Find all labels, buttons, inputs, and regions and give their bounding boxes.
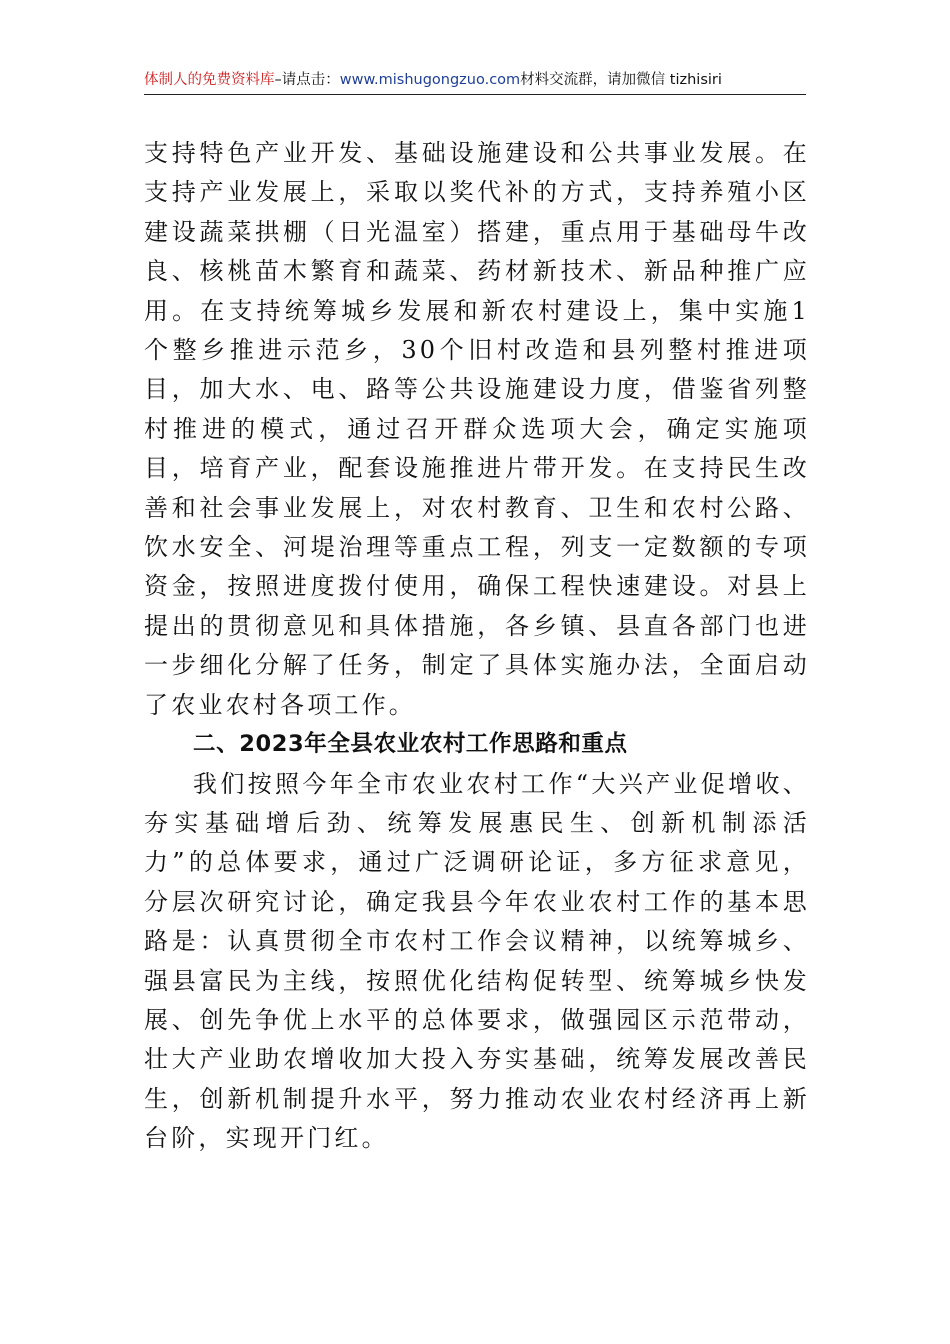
section-heading: 二、2023年全县农业农村工作思路和重点: [193, 731, 628, 758]
header-url-link[interactable]: www.mishugongzuo.com: [339, 72, 521, 88]
header-contact: 材料交流群，请加微信 tizhisiri: [520, 72, 722, 88]
body-paragraph-2: 我们按照今年全市农业农村工作“大兴产业促增收、夯实基础增后劲、统筹发展惠民生、创新机制添活力”的总体要求，通过广泛调研论证，多方征求意见，分层次研究讨论，确定我县今年农业农村工作的基本思路是：认真贯彻全市农村工作会议精神，以统筹城乡、强县富民为主线，按照优化结构促转型、统筹城乡快发展、创先争优上水平的总体要求，做强园区示范带动，壮大产业助农增收加大投入夯实基础，统筹发展改善民生，创新机制提升水平，努力推动农业农村经济再上新台阶，实现开门红。: [144, 769, 810, 1153]
header-brand: 体制人的免费资料库: [144, 72, 275, 88]
body-paragraph-1: 支持特色产业开发、基础设施建设和公共事业发展。在支持产业发展上，采取以奖代补的方式，支持养殖小区建设蔬菜拱棚（日光温室）搭建，重点用于基础母牛改良、核桃苗木繁育和蔬菜、药材新技术、新品种推广应用。在支持统筹城乡发展和新农村建设上，集中实施1个整乡推进示范乡，30个旧村改造和县列整村推进项目，加大水、电、路等公共设施建设力度，借鉴省列整村推进的模式，通过召开群众选项大会，确定实施项目，培育产业，配套设施推进片带开发。在支持民生改善和社会事业发展上，对农村教育、卫生和农村公路、饮水安全、河堤治理等重点工程，列支一定数额的专项资金，按照进度拨付使用，确保工程快速建设。对县上提出的贯彻意见和具体措施，各乡镇、县直各部门也进一步细化分解了任务，制定了具体实施办法，全面启动了农业农村各项工作。: [144, 139, 810, 719]
document-body: [144, 134, 810, 1159]
header-separator: –请点击：: [274, 72, 340, 88]
page-header: [144, 66, 806, 95]
